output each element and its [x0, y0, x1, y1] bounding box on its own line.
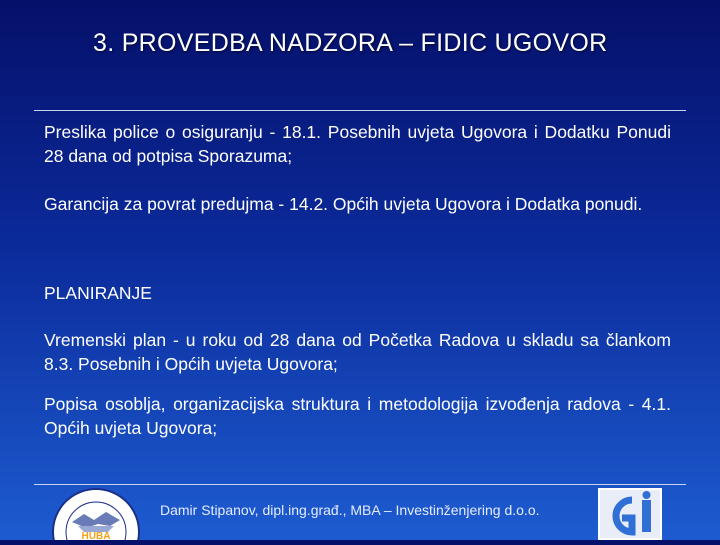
footer-author: Damir Stipanov, dipl.ing.građ., MBA – Investinženjering d.o.o.: [160, 502, 540, 518]
paragraph-time-plan: Vremenski plan - u roku od 28 dana od Početka Radova u skladu sa člankom 8.3. Posebnih i Općih uvjeta Ugovora;: [44, 330, 671, 374]
association-seal-logo: [50, 486, 142, 540]
section-heading-planiranje: PLANIRANJE: [44, 283, 152, 303]
paragraph-guarantee: Garancija za povrat predujma - 14.2. Općih uvjeta Ugovora i Dodatka ponudi.: [44, 194, 643, 214]
paragraph-insurance: Preslika police o osiguranju - 18.1. Posebnih uvjeta Ugovora i Dodatku Ponudi 28 dana od potpisa Sporazuma;: [44, 122, 671, 166]
slide-title: 3. PROVEDBA NADZORA – FIDIC UGOVOR: [93, 29, 608, 57]
gi-company-logo: [598, 488, 662, 540]
top-divider: [34, 110, 686, 111]
bottom-divider: [34, 484, 686, 485]
paragraph-staff-list: Popisa osoblja, organizacijska struktura i metodologija izvođenja radova - 4.1. Općih uvjeta Ugovora;: [44, 394, 671, 438]
svg-text:HUBA: HUBA: [81, 531, 111, 540]
